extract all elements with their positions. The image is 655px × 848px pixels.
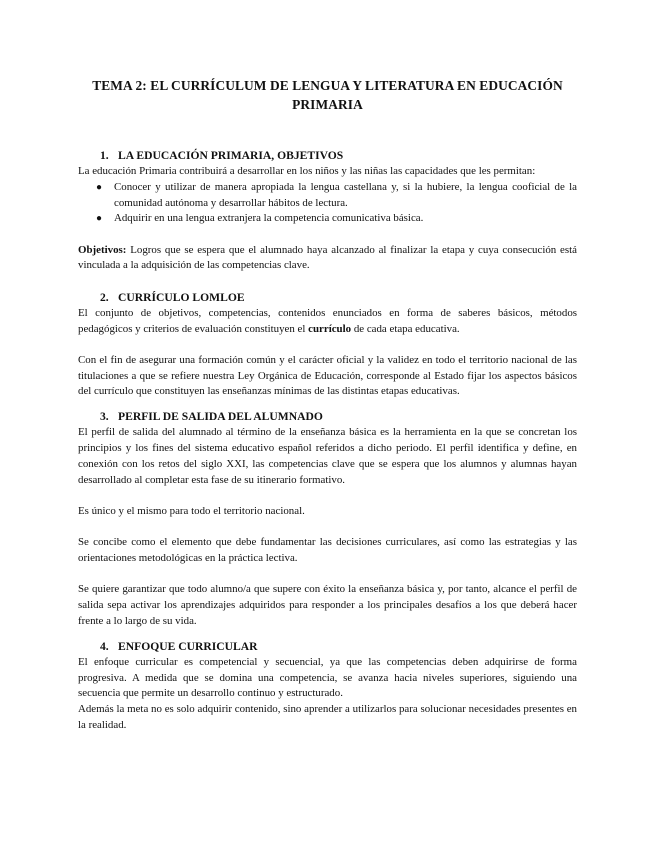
section-title: PERFIL DE SALIDA DEL ALUMNADO [118,410,323,424]
bullet-icon: ● [96,213,103,225]
section-1 [78,148,577,274]
section-2 [78,290,577,400]
section-title: CURRÍCULO LOMLOE [118,290,245,304]
section-4 [78,639,577,734]
paragraph: Además la meta no es solo adquirir contenido, sino aprender a utilizarlos para solucionar necesidades presentes en la realidad. [78,703,577,731]
paragraph: El enfoque curricular es competencial y secuencial, ya que las competencias deben adquirirse de forma progresiva. A medida que se domina una competencia, se avanza hacia niveles superiores, siguiendo una secuencia que permite un desarrollo continuo y estructurado. [78,655,577,700]
list-item: ● Adquirir en una lengua extranjera la competencia comunicativa básica. [78,211,577,227]
section-title: ENFOQUE CURRICULAR [118,639,258,653]
section-heading [78,639,577,654]
paragraph: El perfil de salida del alumnado al término de la enseñanza básica es la herramienta en la que se concretan los principios y los fines del sistema educativo español referidos a dicho periodo. El perfil identifica y define, en conexión con los retos del siglo XXI, las competencias clave que se espera que los alumnos y alumnas hayan desarrollado al completar esta fase de su itinerario formativo. [78,426,577,486]
paragraph: El conjunto de objetivos, competencias, contenidos enunciados en forma de saberes básicos, métodos pedagógicos y criterios de evaluación constituyen el currículo de cada etapa educativa. [78,306,577,335]
paragraph: La educación Primaria contribuirá a desarrollar en los niños y las niñas las capacidades que les permitan: [78,165,536,177]
paragraph: Se concibe como el elemento que debe fundamentar las decisiones curriculares, así como las estrategias y las orientaciones metodológicas en la práctica lectiva. [78,536,577,565]
section-title: LA EDUCACIÓN PRIMARIA, OBJETIVOS [118,149,344,162]
section-heading [78,148,577,163]
section-number: 3. [100,410,109,424]
document-title: TEMA 2: EL CURRÍCULUM DE LENGUA Y LITERATURA EN EDUCACIÓN PRIMARIA [92,78,563,112]
section-number: 1. [100,149,109,162]
section-3 [78,409,577,629]
bullet-icon: ● [96,181,103,193]
paragraph: Se quiere garantizar que todo alumno/a que supere con éxito la enseñanza básica y, por tanto, alcance el perfil de salida sepa activar los aprendizajes adquiridos para responder a los principales desafíos a los que deberá hacer frente a lo largo de su vida. [78,583,577,627]
list-item: ● Conocer y utilizar de manera apropiada la lengua castellana y, si la hubiere, la lengua cooficial de la comunidad autónoma y desarrollar hábitos de lectura. [96,180,577,209]
paragraph: Con el fin de asegurar una formación común y el carácter oficial y la validez en todo el territorio nacional de las titulaciones a que se refiere nuestra Ley Orgánica de Educación, corresponde al Estado fijar los aspectos básicos del currículo que constituyen las enseñanzas mínimas de las distintas etapas educativas. [78,353,577,398]
objectives-label: Objetivos: [78,243,127,256]
objectives-paragraph: Objetivos: Logros que se espera que el alumnado haya alcanzado al finalizar la etapa y cuya consecución está vinculada a la adquisición de las competencias clave. [78,243,577,272]
section-heading [78,409,577,424]
section-number: 4. [100,639,109,653]
bullet-list [78,180,577,227]
section-heading [78,290,577,305]
section-number: 2. [100,290,109,304]
paragraph: Es único y el mismo para todo el territorio nacional. [78,504,305,517]
